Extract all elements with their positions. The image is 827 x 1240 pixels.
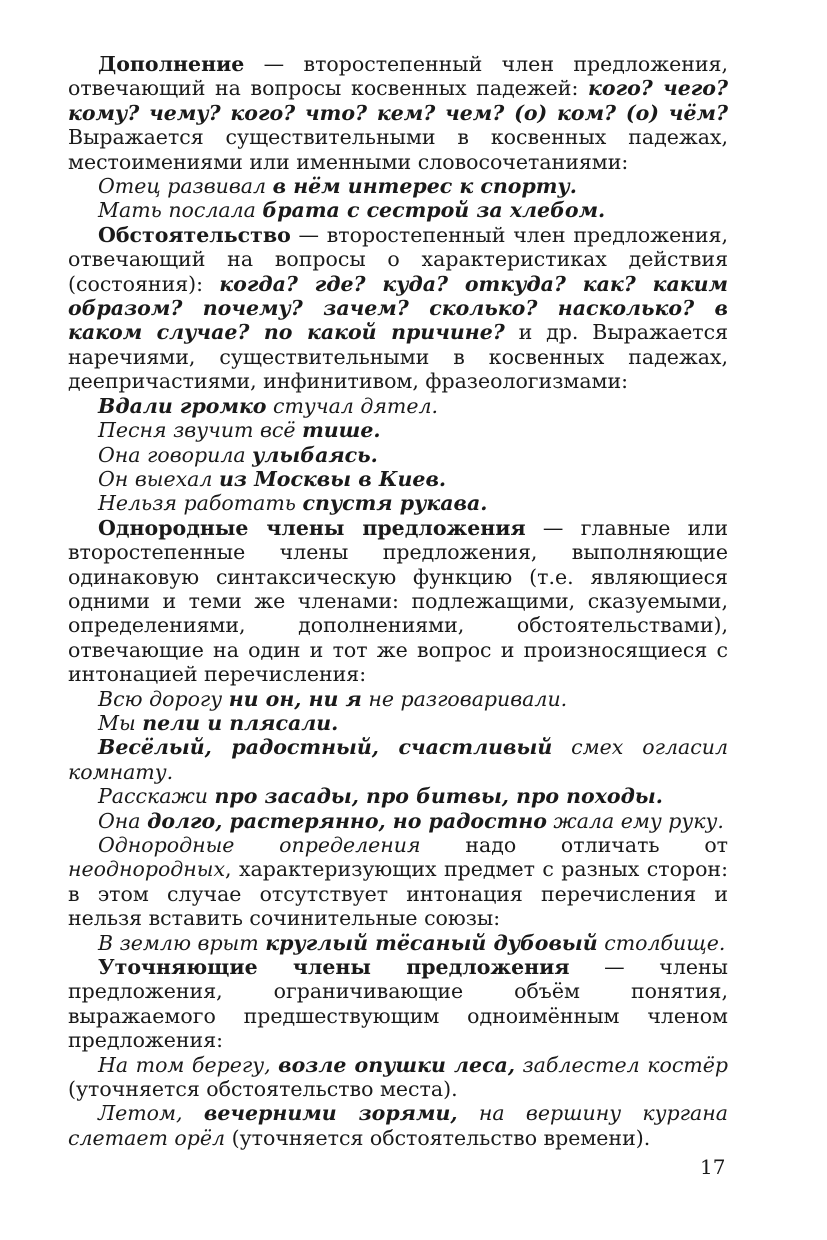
text-segment: надо отличать от bbox=[420, 833, 728, 857]
text-segment: Однородные определения bbox=[98, 833, 421, 857]
text-segment: Расскажи bbox=[98, 784, 215, 809]
example-sentence bbox=[68, 174, 728, 198]
text-segment: брата с сестрой за хлебом. bbox=[262, 198, 606, 223]
example-sentence bbox=[68, 809, 728, 833]
text-segment: улыбаясь. bbox=[252, 442, 378, 467]
text-segment: — члены предложения, ограничивающие объём понятия, выражаемого предшествующим одноимённым членом предложения: bbox=[68, 955, 728, 1053]
text-segment: Выражается существительными в косвенных падежах, местоимениями или именными словосочетаниями: bbox=[68, 125, 728, 174]
example-sentence bbox=[68, 784, 728, 808]
text-segment: Весёлый, радостный, счастливый bbox=[98, 735, 553, 760]
definition-paragraph bbox=[68, 1101, 728, 1150]
text-segment: столбище. bbox=[597, 930, 726, 955]
example-sentence bbox=[68, 711, 728, 735]
text-segment: на вершину кургана слетает орёл bbox=[68, 1101, 728, 1150]
text-segment: — главные или второстепенные члены предложения, выполняющие одинаковую синтаксическую функцию (т.е. являющиеся одними и теми же членами: подлежащими, сказуемыми, определениями, дополнениями, обстоятельствами), отвечающие на один и тот же вопрос и произносящиеся с интонацией перечисления: bbox=[68, 515, 728, 687]
text-segment: Мать послала bbox=[98, 198, 263, 223]
definition-paragraph bbox=[68, 1053, 728, 1102]
example-sentence bbox=[68, 687, 728, 711]
example-sentence bbox=[68, 394, 728, 418]
definition-paragraph bbox=[68, 833, 728, 931]
text-segment: Дополнение bbox=[98, 52, 245, 76]
text-segment: долго, растерянно, но радостно bbox=[147, 808, 547, 833]
example-sentence bbox=[68, 418, 728, 442]
text-segment: вечерними зорями, bbox=[203, 1101, 458, 1126]
example-sentence bbox=[68, 735, 728, 784]
text-segment: Обстоятельство bbox=[98, 222, 291, 247]
text-segment: — второстепенный член предложения, отвечающий на вопросы косвенных падежей: bbox=[68, 52, 728, 101]
definition-paragraph bbox=[68, 516, 728, 687]
text-segment: Он выехал bbox=[98, 466, 219, 491]
text-segment: тише. bbox=[302, 418, 381, 443]
example-sentence bbox=[68, 443, 728, 467]
text-segment: из Москвы в Киев. bbox=[218, 466, 447, 491]
text-segment: стучал дятел. bbox=[266, 393, 439, 418]
text-segment: Вдали громко bbox=[98, 393, 267, 418]
text-segment: пели и плясали. bbox=[142, 710, 339, 735]
text-segment: смех огласил комнату. bbox=[68, 735, 729, 784]
text-segment: (уточняется обстоятельство места). bbox=[68, 1077, 458, 1102]
text-segment: про засады, про битвы, про походы. bbox=[214, 784, 663, 809]
text-segment: Всю дорогу bbox=[98, 686, 229, 711]
text-segment: когда? где? куда? откуда? как? каким образом? почему? зачем? сколько? насколько? в каком случае? по какой причине? bbox=[68, 271, 728, 345]
text-segment: заблестел костёр bbox=[514, 1052, 728, 1077]
text-segment: возле опушки леса, bbox=[278, 1052, 515, 1077]
text-segment: спустя рукава. bbox=[302, 491, 488, 516]
definition-paragraph bbox=[68, 52, 728, 174]
text-segment: неоднородных bbox=[68, 857, 226, 882]
text-segment: Она говорила bbox=[98, 442, 253, 467]
definition-paragraph bbox=[68, 955, 728, 1053]
example-sentence bbox=[68, 931, 728, 955]
page-body bbox=[68, 52, 728, 1150]
text-segment: круглый тёсаный дубовый bbox=[265, 930, 598, 955]
text-segment: — второстепенный член предложения, отвечающий на вопросы о характеристиках действия (состояния): bbox=[68, 222, 728, 296]
text-segment: (уточняется обстоятельство времени). bbox=[225, 1125, 651, 1150]
example-sentence bbox=[68, 467, 728, 491]
text-segment: не разговаривали. bbox=[361, 686, 568, 711]
text-segment: ни он, ни я bbox=[228, 686, 362, 711]
definition-paragraph bbox=[68, 223, 728, 394]
text-segment: Уточняющие члены предложения bbox=[98, 955, 570, 980]
text-segment: На том берегу, bbox=[98, 1052, 279, 1077]
example-sentence bbox=[68, 491, 728, 515]
text-segment: Песня звучит всё bbox=[98, 418, 303, 443]
text-segment: Отец развивал bbox=[98, 174, 273, 199]
text-segment: Однородные члены предложения bbox=[98, 515, 526, 540]
page-number: 17 bbox=[700, 1155, 726, 1179]
text-segment: Летом, bbox=[98, 1101, 204, 1126]
text-segment: Нельзя работать bbox=[98, 491, 303, 516]
text-segment: в нём интерес к спорту. bbox=[272, 174, 577, 199]
text-segment: кого? чего? кому? чему? кого? что? кем? чем? (о) ком? (о) чём? bbox=[68, 76, 728, 125]
text-segment: Мы bbox=[98, 710, 143, 735]
text-segment: и др. Выражается наречиями, существительными в косвенных падежах, деепричастиями, инфинитивом, фразеологизмами: bbox=[68, 320, 728, 394]
text-segment: Она bbox=[98, 808, 148, 833]
example-sentence bbox=[68, 198, 728, 222]
text-segment: жала ему руку. bbox=[546, 808, 724, 833]
text-segment: , характеризующих предмет с разных сторон: в этом случае отсутствует интонация перечисления и нельзя вставить сочинительные союзы: bbox=[68, 857, 728, 931]
text-segment: В землю врыт bbox=[98, 930, 266, 955]
